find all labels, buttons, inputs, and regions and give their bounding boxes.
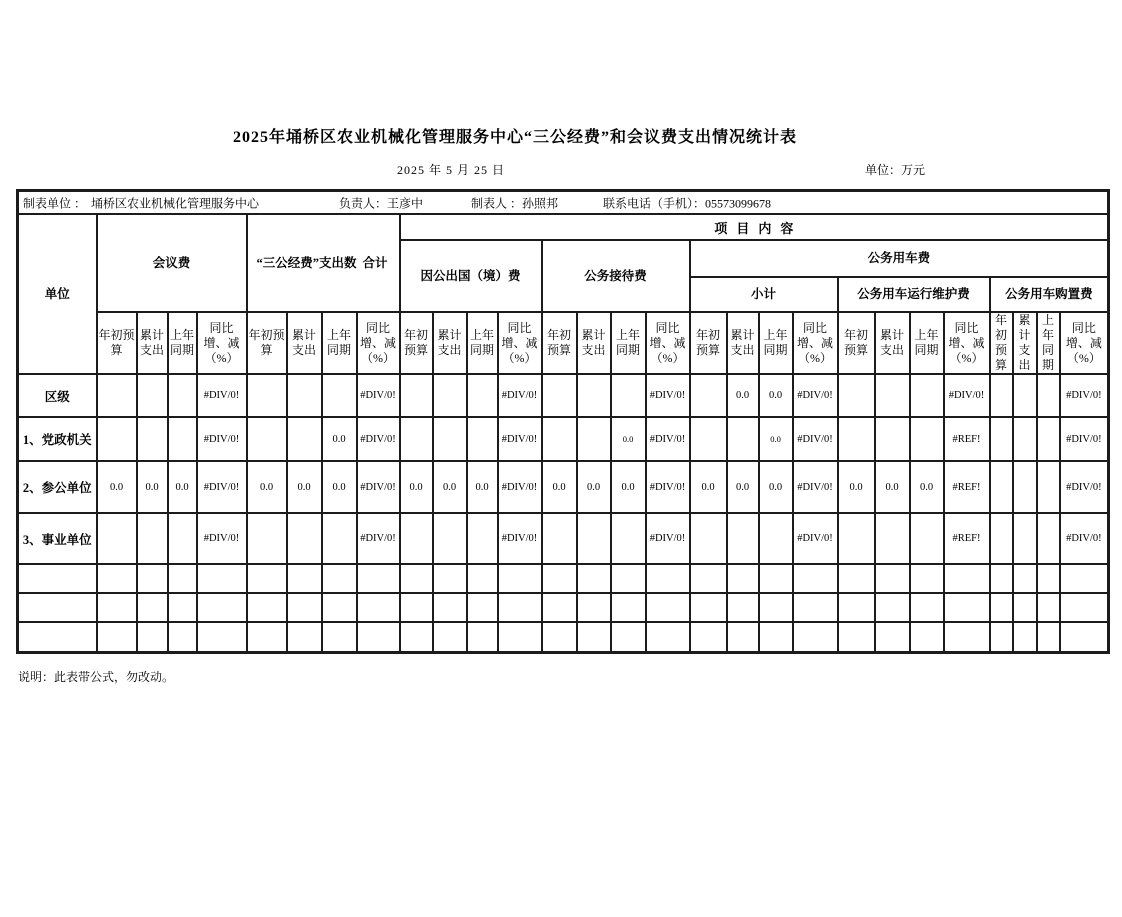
table-cell: #DIV/0! (498, 374, 542, 417)
table-cell: #DIV/0! (197, 461, 247, 513)
group-header-meeting-fee: 会议费 (97, 214, 247, 312)
table-cell (759, 593, 793, 622)
table-cell (247, 593, 287, 622)
table-cell: 0.0 (247, 461, 287, 513)
table-cell (793, 593, 838, 622)
table-row (18, 513, 1109, 564)
table-row (18, 461, 1109, 513)
table-cell (727, 593, 759, 622)
table-cell (97, 593, 137, 622)
table-cell (646, 564, 690, 593)
table-cell (875, 564, 910, 593)
table-cell: 0.0 (168, 461, 197, 513)
sub-header-cell: 年初预算 (97, 312, 137, 374)
table-cell (168, 417, 197, 461)
table-cell: #DIV/0! (646, 513, 690, 564)
table-cell (727, 513, 759, 564)
group-header-abroad-fee: 因公出国（境）费 (400, 240, 542, 312)
sub-header-cell: 年初预算 (838, 312, 875, 374)
table-cell (247, 417, 287, 461)
table-cell (910, 622, 944, 652)
table-cell (910, 593, 944, 622)
header-row-1 (18, 214, 1109, 240)
table-cell: 0.0 (137, 461, 168, 513)
table-cell (467, 593, 498, 622)
table-cell (838, 564, 875, 593)
sub-header-cell: 年初预算 (247, 312, 287, 374)
table-cell (247, 622, 287, 652)
table-cell (727, 564, 759, 593)
table-cell (197, 622, 247, 652)
table-cell (322, 593, 357, 622)
table-cell (433, 622, 467, 652)
table-cell (990, 564, 1013, 593)
table-cell (467, 564, 498, 593)
row-label: 1、党政机关 (18, 417, 97, 461)
table-cell: 0.0 (433, 461, 467, 513)
table-cell: 0.0 (759, 417, 793, 461)
table-cell (611, 513, 646, 564)
table-cell: #DIV/0! (357, 461, 400, 513)
table-cell (577, 622, 611, 652)
table-cell (97, 374, 137, 417)
table-cell (577, 374, 611, 417)
table-cell (498, 622, 542, 652)
table-cell: 0.0 (727, 374, 759, 417)
preparer-label: 制表人 ：孙照邦 (471, 196, 559, 210)
table-cell: #DIV/0! (197, 513, 247, 564)
table-cell: #DIV/0! (944, 374, 990, 417)
table-cell (1060, 593, 1109, 622)
info-bar-cell (18, 191, 1109, 215)
table-cell: #DIV/0! (793, 461, 838, 513)
table-cell (727, 417, 759, 461)
table-cell (1013, 564, 1037, 593)
sub-header-cell: 上年同期 (611, 312, 646, 374)
table-cell (400, 622, 433, 652)
table-cell (287, 513, 322, 564)
table-cell (1037, 461, 1060, 513)
table-cell (247, 513, 287, 564)
table-cell: #DIV/0! (1060, 417, 1109, 461)
table-cell (498, 593, 542, 622)
sangong-expense-label: “三公经费”支出数 (256, 255, 357, 270)
table-cell (542, 593, 577, 622)
table-cell (838, 374, 875, 417)
table-cell (287, 374, 322, 417)
table-row (18, 622, 1109, 652)
group-header-reception-fee: 公务接待费 (542, 240, 690, 312)
table-cell: #DIV/0! (793, 417, 838, 461)
table-cell (467, 622, 498, 652)
table-cell (990, 622, 1013, 652)
table-cell: #DIV/0! (1060, 461, 1109, 513)
table-cell (875, 374, 910, 417)
table-cell (137, 564, 168, 593)
table-cell: #DIV/0! (357, 374, 400, 417)
table-cell (1037, 564, 1060, 593)
table-cell: #DIV/0! (197, 417, 247, 461)
sub-header-cell: 累计支出 (433, 312, 467, 374)
table-cell: 0.0 (875, 461, 910, 513)
report-table (16, 189, 1110, 654)
maker-unit-label: 制表单位 ： (23, 196, 87, 210)
table-row (18, 564, 1109, 593)
table-cell (322, 564, 357, 593)
sub-header-cell: 累计支出 (137, 312, 168, 374)
table-cell (542, 374, 577, 417)
table-cell (875, 593, 910, 622)
table-cell: 0.0 (759, 374, 793, 417)
footer-note: 说明：此表带公式，勿改动。 (18, 669, 175, 684)
table-cell (97, 564, 137, 593)
unit-note: 单位：万元 (865, 163, 926, 177)
table-cell (433, 374, 467, 417)
table-cell (1037, 374, 1060, 417)
table-cell (357, 593, 400, 622)
table-cell (197, 593, 247, 622)
sub-header-row (18, 312, 1109, 374)
table-cell (137, 374, 168, 417)
group-header-vehicle-purchase: 公务用车购置费 (990, 277, 1109, 312)
table-row (18, 593, 1109, 622)
table-cell (690, 417, 727, 461)
sub-header-cell: 年初预算 (990, 312, 1013, 374)
table-cell (690, 513, 727, 564)
sub-header-cell: 同比增、减（%） (498, 312, 542, 374)
meta-row (0, 159, 1122, 177)
table-cell (1013, 461, 1037, 513)
table-cell (97, 417, 137, 461)
table-cell: #DIV/0! (646, 417, 690, 461)
sub-header-cell: 累计支出 (577, 312, 611, 374)
table-cell (168, 513, 197, 564)
sub-header-cell: 上年同期 (1037, 312, 1060, 374)
table-cell (168, 593, 197, 622)
table-cell (287, 622, 322, 652)
table-cell (287, 564, 322, 593)
table-cell (357, 564, 400, 593)
table-cell (322, 622, 357, 652)
table-cell: #DIV/0! (197, 374, 247, 417)
table-cell (875, 513, 910, 564)
row-label: 2、参公单位 (18, 461, 97, 513)
table-cell (793, 564, 838, 593)
table-cell: #DIV/0! (357, 417, 400, 461)
table-cell (542, 622, 577, 652)
table-cell (542, 417, 577, 461)
table-cell (1013, 622, 1037, 652)
info-bar (18, 191, 1109, 215)
table-cell (400, 593, 433, 622)
table-row (18, 374, 1109, 417)
table-cell (467, 513, 498, 564)
table-cell: 0.0 (759, 461, 793, 513)
row-label: 3、事业单位 (18, 513, 97, 564)
table-cell (542, 564, 577, 593)
table-cell (838, 593, 875, 622)
table-cell (611, 564, 646, 593)
group-header-project-content: 项目内容 (400, 214, 1109, 240)
page-title: 2025年埇桥区农业机械化管理服务中心“三公经费”和会议费支出情况统计表 (232, 129, 797, 146)
table-cell (910, 564, 944, 593)
table-cell (577, 593, 611, 622)
table-cell (875, 417, 910, 461)
table-cell (944, 622, 990, 652)
table-cell: #DIV/0! (1060, 513, 1109, 564)
table-cell (690, 374, 727, 417)
table-cell (197, 564, 247, 593)
table-cell (611, 622, 646, 652)
table-cell (990, 417, 1013, 461)
table-cell (1013, 593, 1037, 622)
sub-header-cell: 年初预算 (690, 312, 727, 374)
table-cell (990, 513, 1013, 564)
table-cell (137, 417, 168, 461)
sub-header-cell: 年初预算 (542, 312, 577, 374)
table-cell: #DIV/0! (646, 374, 690, 417)
table-cell: 0.0 (97, 461, 137, 513)
table-cell (433, 417, 467, 461)
leader-label: 负责人：王彦中 (339, 196, 424, 210)
row-label (18, 622, 97, 652)
table-cell: 0.0 (690, 461, 727, 513)
report-date: 2025 年 5 月 25 日 (397, 163, 506, 177)
table-cell: #DIV/0! (357, 513, 400, 564)
col-header-unit: 单位 (18, 214, 97, 374)
table-cell (838, 513, 875, 564)
table-cell: #REF! (944, 417, 990, 461)
group-header-vehicle-fee: 公务用车费 (690, 240, 1109, 277)
table-cell (759, 564, 793, 593)
phone-label: 联系电话（手机）：05573099678 (603, 196, 772, 210)
group-header-vehicle-maintenance: 公务用车运行维护费 (838, 277, 990, 312)
row-label (18, 564, 97, 593)
table-cell: 0.0 (611, 461, 646, 513)
table-cell: 0.0 (542, 461, 577, 513)
table-cell (322, 513, 357, 564)
group-header-vehicle-subtotal: 小计 (690, 277, 838, 312)
table-cell (400, 417, 433, 461)
sub-header-cell: 上年同期 (759, 312, 793, 374)
table-cell (97, 622, 137, 652)
group-header-sangong (247, 214, 400, 312)
table-cell (910, 374, 944, 417)
table-cell: 0.0 (910, 461, 944, 513)
table-cell (646, 622, 690, 652)
table-cell: 0.0 (838, 461, 875, 513)
table-cell (97, 513, 137, 564)
table-cell: #REF! (944, 513, 990, 564)
table-cell (577, 564, 611, 593)
table-cell (1013, 417, 1037, 461)
total-label: 合计 (362, 255, 388, 270)
table-cell (287, 417, 322, 461)
table-cell (990, 461, 1013, 513)
table-cell (1037, 417, 1060, 461)
sub-header-cell: 上年同期 (168, 312, 197, 374)
table-cell (322, 374, 357, 417)
table-cell (400, 374, 433, 417)
table-cell: #DIV/0! (498, 461, 542, 513)
table-cell: #DIV/0! (793, 513, 838, 564)
table-cell (542, 513, 577, 564)
sub-header-cell: 同比增、减（%） (1060, 312, 1109, 374)
sub-header-cell: 同比增、减（%） (646, 312, 690, 374)
sub-header-cell: 累计支出 (875, 312, 910, 374)
table-cell (759, 622, 793, 652)
table-cell (433, 513, 467, 564)
table-cell (247, 564, 287, 593)
table-cell (467, 374, 498, 417)
table-cell (1037, 593, 1060, 622)
table-cell (838, 622, 875, 652)
maker-unit-value: 埇桥区农业机械化管理服务中心 (91, 196, 260, 210)
table-cell (1060, 564, 1109, 593)
table-cell (400, 564, 433, 593)
table-cell: #DIV/0! (793, 374, 838, 417)
table-row (18, 417, 1109, 461)
table-cell (1013, 374, 1037, 417)
sub-header-cell: 上年同期 (322, 312, 357, 374)
table-cell (793, 622, 838, 652)
table-cell (1060, 622, 1109, 652)
table-cell (910, 513, 944, 564)
sub-header-cell: 同比增、减（%） (357, 312, 400, 374)
table-cell: #REF! (944, 461, 990, 513)
sub-header-cell: 累计支出 (727, 312, 759, 374)
table-cell (690, 564, 727, 593)
sub-header-cell: 同比增、减（%） (793, 312, 838, 374)
table-cell (990, 593, 1013, 622)
sub-header-cell: 年初预算 (400, 312, 433, 374)
table-cell (611, 374, 646, 417)
table-cell (137, 513, 168, 564)
table-cell (944, 564, 990, 593)
table-cell (137, 593, 168, 622)
table-cell (168, 564, 197, 593)
table-cell: 0.0 (727, 461, 759, 513)
table-cell (577, 417, 611, 461)
table-cell (690, 622, 727, 652)
row-label (18, 593, 97, 622)
table-cell (1037, 622, 1060, 652)
table-cell: 0.0 (322, 417, 357, 461)
table-cell: #DIV/0! (1060, 374, 1109, 417)
table-cell: 0.0 (322, 461, 357, 513)
table-cell: 0.0 (400, 461, 433, 513)
table-cell (611, 593, 646, 622)
table-cell: 0.0 (287, 461, 322, 513)
table-cell: #DIV/0! (498, 513, 542, 564)
table-cell (433, 593, 467, 622)
sub-header-cell: 上年同期 (910, 312, 944, 374)
table-cell (727, 622, 759, 652)
sub-header-cell: 累计支出 (1013, 312, 1037, 374)
table-cell (838, 417, 875, 461)
row-label: 区级 (18, 374, 97, 417)
table-cell (168, 622, 197, 652)
sub-header-cell: 累计支出 (287, 312, 322, 374)
table-cell: #DIV/0! (498, 417, 542, 461)
table-cell (646, 593, 690, 622)
table-cell (137, 622, 168, 652)
sub-header-cell: 上年同期 (467, 312, 498, 374)
sub-header-cell: 同比增、减（%） (197, 312, 247, 374)
table-cell (759, 513, 793, 564)
table-cell (400, 513, 433, 564)
table-cell (498, 564, 542, 593)
sub-header-cell: 同比增、减（%） (944, 312, 990, 374)
table-cell: #DIV/0! (646, 461, 690, 513)
table-cell: 0.0 (467, 461, 498, 513)
table-cell (467, 417, 498, 461)
table-cell (168, 374, 197, 417)
table-cell (433, 564, 467, 593)
table-cell (910, 417, 944, 461)
table-cell (1013, 513, 1037, 564)
table-cell: 0.0 (611, 417, 646, 461)
table-cell (287, 593, 322, 622)
table-cell (577, 513, 611, 564)
table-cell: 0.0 (577, 461, 611, 513)
table-cell (690, 593, 727, 622)
table-cell (944, 593, 990, 622)
table-cell (247, 374, 287, 417)
table-cell (875, 622, 910, 652)
table-cell (1037, 513, 1060, 564)
table-cell (990, 374, 1013, 417)
table-cell (357, 622, 400, 652)
